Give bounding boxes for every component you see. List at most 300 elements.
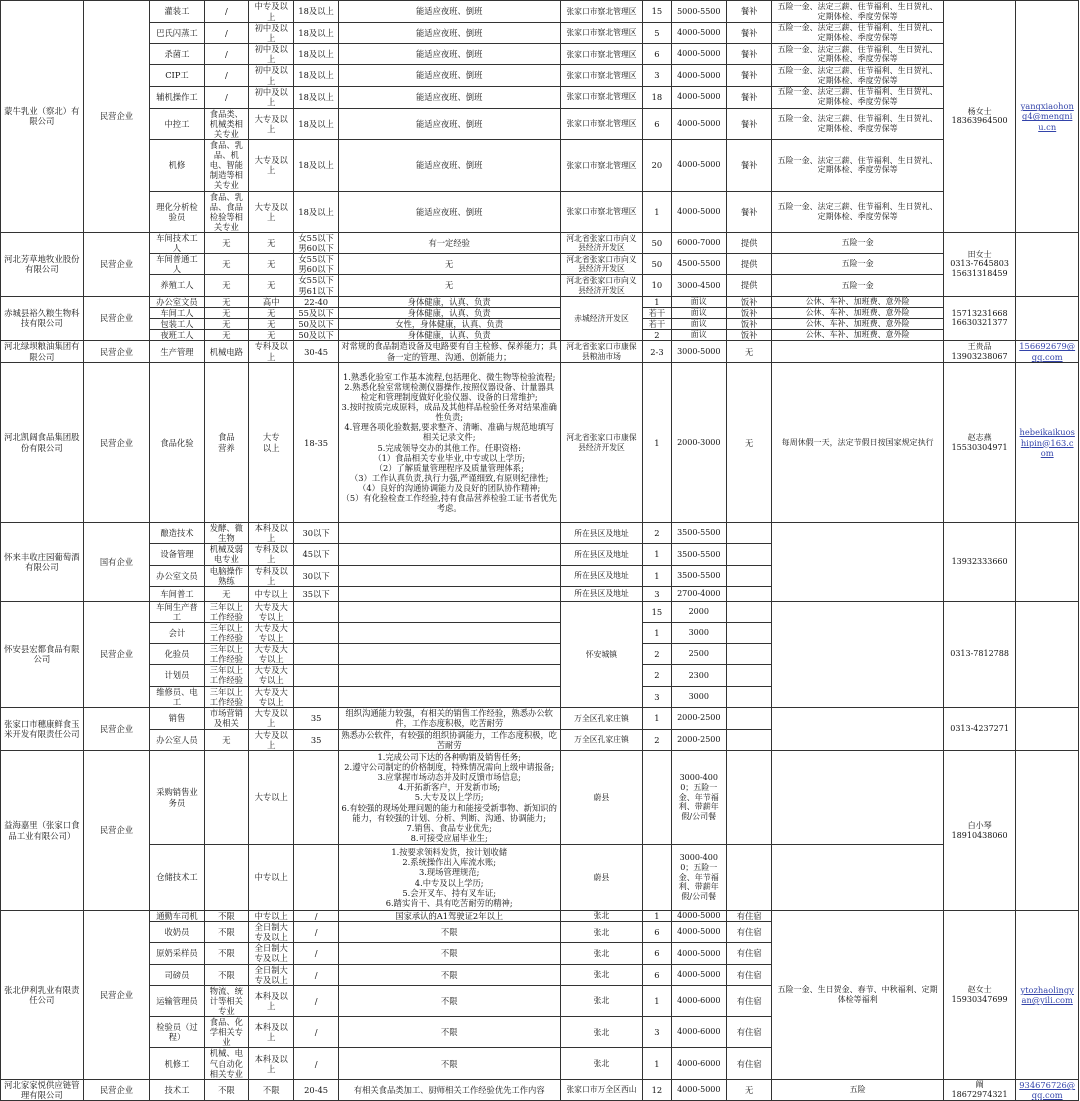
table-row <box>1 275 1079 296</box>
company-name-cell: 蒙牛乳业（察北）有限公司 <box>1 1 84 233</box>
salary-cell: 4000-5000 <box>671 86 726 108</box>
benefits-cell: 五险一金、法定三薪、住节福利、生日贺礼、定期体检、季度劳保等 <box>772 44 943 65</box>
table-row <box>1 363 1079 523</box>
position-cell: 杀菌工 <box>150 44 204 65</box>
age-cell <box>294 665 338 686</box>
headcount-cell: 1 <box>643 565 671 586</box>
meals-cell: 提供 <box>727 275 772 296</box>
salary-cell: 4000-5000 <box>671 191 726 232</box>
major-cell: 不限 <box>204 922 248 943</box>
location-cell: 张家口市察北管理区 <box>560 108 643 139</box>
enterprise-type-cell: 民营企业 <box>83 296 150 340</box>
requirements-cell: 无 <box>338 275 560 296</box>
salary-cell: 4000-6000 <box>671 1048 726 1079</box>
email-cell <box>1016 232 1079 296</box>
enterprise-type-cell: 民营企业 <box>83 1079 150 1101</box>
education-cell: 无 <box>249 329 294 340</box>
email-cell <box>1016 601 1079 707</box>
salary-cell: 4000-5000 <box>671 1079 726 1101</box>
age-cell: / <box>294 964 338 985</box>
benefits-cell: 每周休假一天，法定节假日按国家规定执行 <box>772 363 943 523</box>
age-cell: / <box>294 911 338 922</box>
headcount-cell: 3 <box>643 586 671 601</box>
company-name-cell: 益海嘉里（张家口食品工业有限公司） <box>1 751 84 911</box>
requirements-cell: 能适应夜班、倒班 <box>338 191 560 232</box>
benefits-cell: 五险一金、法定三薪、住节福利、生日贺礼、定期体检、季度劳保等 <box>772 65 943 86</box>
requirements-cell <box>338 644 560 665</box>
table-row <box>1 44 1079 65</box>
age-cell: 30以下 <box>294 523 338 544</box>
email-cell[interactable] <box>1016 341 1079 363</box>
education-cell: 大专及大专以上 <box>249 665 294 686</box>
education-cell: 中专以上 <box>249 911 294 922</box>
major-cell: 食品、化学相关专业 <box>204 1017 248 1048</box>
meals-cell <box>727 751 772 845</box>
meals-cell: 无 <box>727 363 772 523</box>
age-cell: / <box>294 922 338 943</box>
benefits-cell: 五险一金 <box>772 275 943 296</box>
education-cell: 本科及以上 <box>249 523 294 544</box>
headcount-cell <box>643 751 671 845</box>
salary-cell: 2300 <box>671 665 726 686</box>
email-cell <box>1016 523 1079 602</box>
education-cell: 大专 以上 <box>249 363 294 523</box>
table-row <box>1 108 1079 139</box>
position-cell: 销售 <box>150 707 204 729</box>
education-cell: 本科及以上 <box>249 1048 294 1079</box>
age-cell: 18及以上 <box>294 44 338 65</box>
location-cell: 蔚县 <box>560 751 643 845</box>
location-cell: 河北省张家口市向义县经济开发区 <box>560 232 643 253</box>
requirements-cell: 女性，身体健康，认真、负责 <box>338 318 560 329</box>
meals-cell: 有住宿 <box>727 964 772 985</box>
meals-cell <box>727 845 772 911</box>
meals-cell: 饭补 <box>727 329 772 340</box>
location-cell: 赤城经济开发区 <box>560 296 643 340</box>
location-cell: 张北 <box>560 922 643 943</box>
education-cell: 初中及以上 <box>249 65 294 86</box>
major-cell: 无 <box>204 586 248 601</box>
requirements-cell <box>338 622 560 643</box>
location-cell: 张北 <box>560 964 643 985</box>
requirements-cell <box>338 686 560 707</box>
salary-cell: 4000-6000 <box>671 985 726 1016</box>
enterprise-type-cell: 民营企业 <box>83 751 150 911</box>
email-link[interactable]: 156692679@qq.com <box>1019 341 1076 362</box>
major-cell <box>204 751 248 845</box>
location-cell: 张家口市察北管理区 <box>560 1 643 23</box>
major-cell: / <box>204 23 248 44</box>
enterprise-type-cell: 民营企业 <box>83 363 150 523</box>
major-cell: 不限 <box>204 911 248 922</box>
headcount-cell: 1 <box>643 1048 671 1079</box>
salary-cell: 面议 <box>671 307 726 318</box>
email-cell[interactable] <box>1016 1079 1079 1101</box>
age-cell: 35 <box>294 707 338 729</box>
requirements-cell: 对常规的食品制造设备及电路要有自主检修、保养能力；具备一定的管理、沟通、创新能力； <box>338 341 560 363</box>
salary-cell: 3000-5000 <box>671 341 726 363</box>
position-cell: 包装工人 <box>150 318 204 329</box>
location-cell: 张北 <box>560 985 643 1016</box>
position-cell: 设备管理 <box>150 544 204 565</box>
meals-cell: 提供 <box>727 254 772 275</box>
location-cell: 张北 <box>560 1017 643 1048</box>
headcount-cell: 3 <box>643 686 671 707</box>
education-cell: 本科及以上 <box>249 1017 294 1048</box>
major-cell: 无 <box>204 232 248 253</box>
company-name-cell: 河北凯阔食品集团股份有限公司 <box>1 363 84 523</box>
requirements-cell: 国家承认的A1驾驶证2年以上 <box>338 911 560 922</box>
location-cell: 张家口市万全区西山 <box>560 1079 643 1101</box>
major-cell: 无 <box>204 318 248 329</box>
headcount-cell: 1 <box>643 191 671 232</box>
position-cell: 办公室文员 <box>150 565 204 586</box>
position-cell: 化验员 <box>150 644 204 665</box>
position-cell: 理化分析检验员 <box>150 191 204 232</box>
benefits-cell <box>772 523 943 602</box>
age-cell <box>294 622 338 643</box>
location-cell: 万全区孔家庄镇 <box>560 729 643 750</box>
major-cell: / <box>204 44 248 65</box>
contact-cell: 王贵品 13903238067 <box>943 341 1016 363</box>
table-row <box>1 329 1079 340</box>
position-cell: 中控工 <box>150 108 204 139</box>
major-cell: 无 <box>204 275 248 296</box>
salary-cell: 4000-5000 <box>671 943 726 964</box>
email-cell <box>1016 296 1079 340</box>
major-cell: 无 <box>204 296 248 307</box>
requirements-cell: 1.完成公司下达的各种购销及销售任务; 2.遵守公司制定的价格制度，特殊情况需向上级申请报备; 3.应掌握市场动态并及时反馈市场信息; 4.开拓新客户，开发新市场; 5.大专及以上学历; 6.有较强的现场处理问题的能力和能接受新事物、新知识的能力，有较强的计划、分析、判断、沟通、协调能力; 7.销售、食品专业优先; 8.可接受应届毕业生; <box>338 751 560 845</box>
major-cell: 无 <box>204 729 248 750</box>
location-cell: 张家口市察北管理区 <box>560 23 643 44</box>
benefits-cell <box>772 845 943 911</box>
email-cell[interactable] <box>1016 363 1079 523</box>
benefits-cell <box>772 751 943 845</box>
salary-cell: 4000-5000 <box>671 964 726 985</box>
position-cell: 计划员 <box>150 665 204 686</box>
headcount-cell: 1 <box>643 985 671 1016</box>
contact-cell: 0313-4237271 <box>943 707 1016 750</box>
company-name-cell: 河北家家悦供应链管理有限公司 <box>1 1079 84 1101</box>
meals-cell: 餐补 <box>727 44 772 65</box>
education-cell: 全日制大专及以上 <box>249 922 294 943</box>
requirements-cell: 无 <box>338 254 560 275</box>
meals-cell: 餐补 <box>727 1 772 23</box>
education-cell: 专科及以上 <box>249 341 294 363</box>
position-cell: 车间普工 <box>150 586 204 601</box>
company-name-cell: 张家口市穗康鲜食玉米开发有限责任公司 <box>1 707 84 750</box>
location-cell: 张北 <box>560 943 643 964</box>
meals-cell: 饭补 <box>727 318 772 329</box>
age-cell: / <box>294 1017 338 1048</box>
position-cell: 车间技术工人 <box>150 232 204 253</box>
meals-cell: 无 <box>727 341 772 363</box>
table-row <box>1 254 1079 275</box>
location-cell: 河北省张家口市康保县经济开发区 <box>560 363 643 523</box>
education-cell: 无 <box>249 318 294 329</box>
requirements-cell: 能适应夜班、倒班 <box>338 1 560 23</box>
requirements-cell: 1.按要求领料发货，按计划收储 2.系统操作出入库流水账; 3.现场管理规范; 4.中专及以上学历; 5.会开叉车、持有叉车证; 6.踏实肯干、具有吃苦耐劳的精神; <box>338 845 560 911</box>
location-cell: 张北 <box>560 911 643 922</box>
meals-cell: 餐补 <box>727 139 772 191</box>
meals-cell: 有住宿 <box>727 911 772 922</box>
major-cell: 三年以上工作经验 <box>204 665 248 686</box>
email-link[interactable]: ytozhaolingyan@yili.com <box>1020 984 1074 1005</box>
major-cell: 无 <box>204 307 248 318</box>
salary-cell: 4000-5000 <box>671 44 726 65</box>
meals-cell: 无 <box>727 1079 772 1101</box>
position-cell: 办公室人员 <box>150 729 204 750</box>
benefits-cell <box>772 601 943 707</box>
meals-cell <box>727 565 772 586</box>
meals-cell: 餐补 <box>727 65 772 86</box>
benefits-cell: 公休、车补、加班费、意外险 <box>772 318 943 329</box>
location-cell: 张北 <box>560 1048 643 1079</box>
table-row <box>1 845 1079 911</box>
meals-cell <box>727 523 772 544</box>
education-cell: 大专及以上 <box>249 108 294 139</box>
requirements-cell <box>338 544 560 565</box>
position-cell: 通勤车司机 <box>150 911 204 922</box>
headcount-cell: 1 <box>643 296 671 307</box>
position-cell: CIP工 <box>150 65 204 86</box>
position-cell: 技术工 <box>150 1079 204 1101</box>
email-cell[interactable] <box>1016 911 1079 1080</box>
salary-cell: 面议 <box>671 296 726 307</box>
education-cell: 大专及大专以上 <box>249 622 294 643</box>
table-row <box>1 318 1079 329</box>
position-cell: 酿造技术 <box>150 523 204 544</box>
education-cell: 不限 <box>249 1079 294 1101</box>
major-cell: 电脑操作熟练 <box>204 565 248 586</box>
requirements-cell: 不限 <box>338 1048 560 1079</box>
headcount-cell: 1 <box>643 363 671 523</box>
major-cell: 物流、统计等相关专业 <box>204 985 248 1016</box>
table-row <box>1 341 1079 363</box>
table-row <box>1 65 1079 86</box>
requirements-cell: 能适应夜班、倒班 <box>338 86 560 108</box>
contact-cell: 0313-7812788 <box>943 601 1016 707</box>
location-cell: 所在县区及地址 <box>560 523 643 544</box>
headcount-cell: 2 <box>643 665 671 686</box>
table-row <box>1 191 1079 232</box>
position-cell: 机修 <box>150 139 204 191</box>
headcount-cell: 6 <box>643 943 671 964</box>
position-cell: 运输管理员 <box>150 985 204 1016</box>
headcount-cell: 1 <box>643 622 671 643</box>
position-cell: 养殖工人 <box>150 275 204 296</box>
contact-cell: 白小琴 18910438060 <box>943 751 1016 911</box>
requirements-cell: 不限 <box>338 1017 560 1048</box>
contact-cell: 杨女士 18363964500 <box>943 1 1016 233</box>
education-cell: 无 <box>249 254 294 275</box>
meals-cell: 餐补 <box>727 108 772 139</box>
headcount-cell: 20 <box>643 139 671 191</box>
location-cell: 万全区孔家庄镇 <box>560 707 643 729</box>
meals-cell: 餐补 <box>727 191 772 232</box>
salary-cell: 3000 <box>671 622 726 643</box>
major-cell: 食品类、机械类相关专业 <box>204 108 248 139</box>
email-link[interactable]: hebeikaikuoshipin@163.com <box>1019 427 1075 458</box>
position-cell: 机修工 <box>150 1048 204 1079</box>
salary-cell: 4000-6000 <box>671 1017 726 1048</box>
headcount-cell: 15 <box>643 601 671 622</box>
major-cell <box>204 845 248 911</box>
company-name-cell: 河北芳草地牧业股份有限公司 <box>1 232 84 296</box>
email-link[interactable]: yangxiaohong4@mengniu.cn <box>1020 101 1074 132</box>
table-row <box>1 307 1079 318</box>
major-cell: / <box>204 1 248 23</box>
education-cell: 初中及以上 <box>249 86 294 108</box>
email-cell[interactable] <box>1016 1 1079 233</box>
headcount-cell: 若干 <box>643 307 671 318</box>
meals-cell: 有住宿 <box>727 922 772 943</box>
meals-cell <box>727 729 772 750</box>
age-cell: / <box>294 985 338 1016</box>
benefits-cell: 公休、车补、加班费、意外险 <box>772 307 943 318</box>
headcount-cell: 1 <box>643 707 671 729</box>
requirements-cell: 身体健康，认真、负责 <box>338 296 560 307</box>
major-cell: 食品 营养 <box>204 363 248 523</box>
location-cell: 张家口市察北管理区 <box>560 65 643 86</box>
education-cell: 全日制大专及以上 <box>249 964 294 985</box>
requirements-cell: 身体健康，认真、负责 <box>338 329 560 340</box>
headcount-cell: 6 <box>643 964 671 985</box>
age-cell: 18及以上 <box>294 65 338 86</box>
contact-cell: 13932333660 <box>943 523 1016 602</box>
education-cell: 高中 <box>249 296 294 307</box>
salary-cell: 4000-5000 <box>671 911 726 922</box>
requirements-cell: 能适应夜班、倒班 <box>338 65 560 86</box>
salary-cell: 3500-5500 <box>671 565 726 586</box>
position-cell: 车间生产普工 <box>150 601 204 622</box>
salary-cell: 面议 <box>671 318 726 329</box>
requirements-cell <box>338 565 560 586</box>
location-cell: 河北省张家口市向义县经济开发区 <box>560 254 643 275</box>
major-cell: 机械电路 <box>204 341 248 363</box>
age-cell: 45以下 <box>294 544 338 565</box>
headcount-cell: 15 <box>643 1 671 23</box>
meals-cell <box>727 644 772 665</box>
meals-cell <box>727 665 772 686</box>
headcount-cell: 1 <box>643 911 671 922</box>
benefits-cell: 公休、车补、加班费、意外险 <box>772 296 943 307</box>
age-cell: 18及以上 <box>294 86 338 108</box>
education-cell: 全日制大专及以上 <box>249 943 294 964</box>
location-cell: 怀安城镇 <box>560 601 643 707</box>
education-cell: 大专及大专以上 <box>249 601 294 622</box>
education-cell: 中专以上 <box>249 845 294 911</box>
position-cell: 夜班工人 <box>150 329 204 340</box>
salary-cell: 5000-5500 <box>671 1 726 23</box>
headcount-cell: 2 <box>643 644 671 665</box>
age-cell: 20-45 <box>294 1079 338 1101</box>
email-link[interactable]: 934676726@qq.com <box>1019 1079 1076 1101</box>
age-cell: / <box>294 1048 338 1079</box>
headcount-cell: 18 <box>643 86 671 108</box>
table-row <box>1 523 1079 544</box>
age-cell: 35 <box>294 729 338 750</box>
requirements-cell: 不限 <box>338 964 560 985</box>
major-cell: 发酵、微生物 <box>204 523 248 544</box>
education-cell: 无 <box>249 275 294 296</box>
major-cell: / <box>204 86 248 108</box>
education-cell: 无 <box>249 232 294 253</box>
location-cell: 所在县区及地址 <box>560 586 643 601</box>
age-cell: 50及以下 <box>294 329 338 340</box>
age-cell: 55及以下 <box>294 307 338 318</box>
salary-cell: 4000-5000 <box>671 139 726 191</box>
salary-cell: 4000-5000 <box>671 108 726 139</box>
age-cell: 女55以下 男60以下 <box>294 232 338 253</box>
benefits-cell: 五险一金、法定三薪、住节福利、生日贺礼、定期体检、季度劳保等 <box>772 108 943 139</box>
requirements-cell: 能适应夜班、倒班 <box>338 23 560 44</box>
education-cell: 大专及以上 <box>249 139 294 191</box>
meals-cell <box>727 622 772 643</box>
education-cell: 大专及以上 <box>249 191 294 232</box>
headcount-cell <box>643 845 671 911</box>
salary-cell: 3000-4000；五险一金、年节福利、带薪年假/公司餐 <box>671 751 726 845</box>
headcount-cell: 3 <box>643 1017 671 1048</box>
age-cell <box>294 686 338 707</box>
age-cell: / <box>294 943 338 964</box>
age-cell <box>294 751 338 845</box>
major-cell: 不限 <box>204 1079 248 1101</box>
contact-cell: 赵女士 15930347699 <box>943 911 1016 1080</box>
contact-cell: 15713231668 16630321377 <box>943 296 1016 340</box>
requirements-cell: 身体健康，认真、负责 <box>338 307 560 318</box>
requirements-cell: 有相关食品类加工、厨师相关工作经验优先工作内容 <box>338 1079 560 1101</box>
position-cell: 维修员、电工 <box>150 686 204 707</box>
table-row <box>1 296 1079 307</box>
meals-cell <box>727 686 772 707</box>
position-cell: 收奶员 <box>150 922 204 943</box>
age-cell <box>294 644 338 665</box>
meals-cell <box>727 601 772 622</box>
age-cell: 18及以上 <box>294 191 338 232</box>
age-cell <box>294 845 338 911</box>
email-cell <box>1016 707 1079 750</box>
requirements-cell: 熟悉办公软件，有较强的组织协调能力，工作态度积极，吃苦耐劳 <box>338 729 560 750</box>
location-cell: 河北省张家口市康保县粮油市场 <box>560 341 643 363</box>
major-cell: 食品、乳品、食品检验等相关专业 <box>204 191 248 232</box>
major-cell: 机械、电气自动化相关专业 <box>204 1048 248 1079</box>
enterprise-type-cell: 民营企业 <box>83 601 150 707</box>
salary-cell: 2700-4000 <box>671 586 726 601</box>
major-cell: 无 <box>204 329 248 340</box>
table-row <box>1 1079 1079 1101</box>
age-cell: 18及以上 <box>294 1 338 23</box>
education-cell: 中专以上 <box>249 586 294 601</box>
headcount-cell: 1 <box>643 544 671 565</box>
salary-cell: 2000-2500 <box>671 707 726 729</box>
company-name-cell: 赤城县裕久粮生物科技有限公司 <box>1 296 84 340</box>
major-cell: 无 <box>204 254 248 275</box>
benefits-cell: 五险一金、法定三薪、住节福利、生日贺礼、定期体检、季度劳保等 <box>772 23 943 44</box>
benefits-cell: 五险 <box>772 1079 943 1101</box>
benefits-cell: 五险一金、法定三薪、住节福利、生日贺礼、定期体检、季度劳保等 <box>772 139 943 191</box>
major-cell: 机械及弱电专业 <box>204 544 248 565</box>
salary-cell: 6000-7000 <box>671 232 726 253</box>
meals-cell <box>727 707 772 729</box>
salary-cell: 4000-5000 <box>671 23 726 44</box>
requirements-cell: 能适应夜班、倒班 <box>338 44 560 65</box>
major-cell: 三年以上工作经验 <box>204 622 248 643</box>
company-name-cell: 怀来丰收庄园葡萄酒有限公司 <box>1 523 84 602</box>
age-cell: 35以下 <box>294 586 338 601</box>
education-cell: 大专及以上 <box>249 729 294 750</box>
contact-cell: 赵志燕 15530304971 <box>943 363 1016 523</box>
